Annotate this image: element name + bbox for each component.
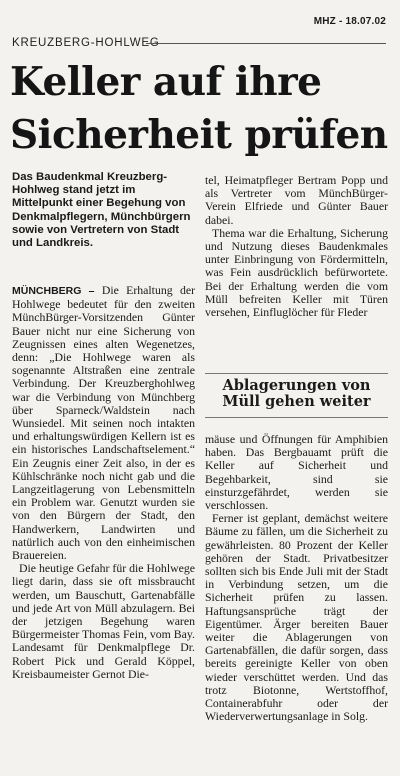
kicker: KREUZBERG-HOHLWEG bbox=[12, 37, 160, 49]
article-column-right-top bbox=[205, 174, 388, 319]
subhead-rule-bottom bbox=[205, 417, 388, 418]
article-column-left bbox=[12, 284, 195, 681]
headline: Keller auf ihre Sicherheit prüfen bbox=[10, 59, 388, 158]
article-paragraph: Die heutige Gefahr für die Hohlwege liegt darin, dass sie oft missbraucht werden, um Bauschutt, Gartenabfälle und jede Art von Müll abzulagern. Bei der jetzigen Begehung waren Bürgermeister Thomas Fein, vom Bay. Landesamt für Denkmalpflege Dr. Robert Pick und Gerald Köppel, Kreisbaumeister Gernot Die- bbox=[12, 561, 195, 681]
article-paragraph: tel, Heimatpfleger Bertram Popp und als Vertreter vom MünchBürger-Verein Elfriede und Günter Bauer dabei. bbox=[205, 173, 388, 227]
lead-paragraph: Das Baudenkmal Kreuzberg-Hohlweg stand jetzt im Mittelpunkt einer Begehung von Denkmalpflegern, Münchbürgern sowie von Vertretern von Stadt und Landkreis. bbox=[12, 171, 191, 250]
kicker-rule bbox=[146, 43, 386, 44]
dateline: MÜNCHBERG – bbox=[12, 285, 95, 297]
paragraph-text: Die Erhaltung der Hohlwege bedeutet für den zweiten MünchBürger-Vorsitzenden Günter Bauer nicht nur eine Sicherung von Zeugnissen eines alten Wegenetzes, denn: „Die Hohlwege waren als sogenannte Altstraßen eine zentrale Verbindung. Der Kreuzberghohlweg war die Verbindung von Münchberg über Sparneck/Waldstein nach Wunsiedel. Mit seinen noch intakten und erhaltungswürdigen Kellern ist es ein historisches Landschaftselement.“ Ein Zeugnis einer Zeit also, in der es Kühlschränke noch nicht gab und die Langzeitlagerung von Lebensmitteln ein Problem war. Genutzt wurden sie von den Bürgern der Stadt, den Handwerkern, Landwirten und natürlich auch von den einheimischen Brauereien. bbox=[12, 283, 196, 563]
subhead: Ablagerungen von Müll gehen weiter bbox=[222, 377, 371, 410]
article-column-right-bottom bbox=[205, 433, 388, 723]
article-paragraph bbox=[12, 284, 195, 562]
source-stamp: MHZ - 18.07.02 bbox=[313, 16, 386, 27]
subhead-rule-top bbox=[205, 373, 388, 374]
article-paragraph: mäuse und Öffnungen für Amphibien haben. Das Bergbauamt prüft die Keller auf Sicherheit und Begehbarkeit, sind sie einsturzgefährdet, werden sie verschlossen. bbox=[205, 432, 388, 513]
article-paragraph: Ferner ist geplant, demächst weitere Bäume zu fällen, um die Sicherheit zu gewährleisten. 80 Prozent der Keller gehören der Stadt. Privatbesitzer sollten sich bis Ende Juli mit der Stadt in Verbindung setzen, um die Sicherheit prüfen zu lassen. Haftungsansprüche trägt der Eigentümer. Ärger bereiten Bauer weiter die Ablagerungen von Gartenabfällen, die dafür sorgen, dass bereits gereinigte Keller von oben wieder verschüttet werden. Und das trotz Biotonne, Wertstoffhof, Containerabfuhr oder der Wiederverwertungsanlage in Solg. bbox=[205, 511, 388, 724]
article-paragraph: Thema war die Erhaltung, Sicherung und Nutzung dieses Baudenkmales unter Einbringung von Fördermitteln, was Fein ausdrücklich befürwortete. Bei der Erhaltung werden die vom Müll befreiten Keller mit Türen versehen, Einfluglöcher für Fleder bbox=[205, 225, 388, 320]
